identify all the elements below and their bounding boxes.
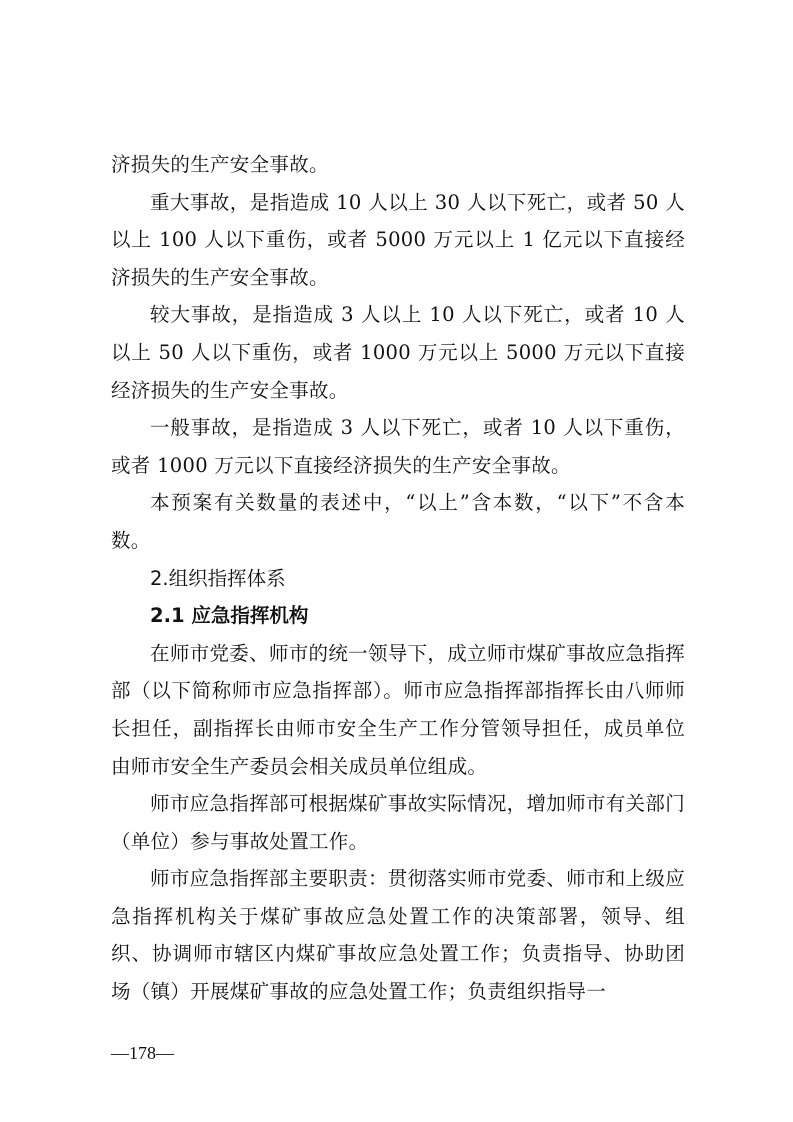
paragraph-command-establishment: 在师市党委、师市的统一领导下，成立师市煤矿事故应急指挥部（以下简称师市应急指挥部）。师市应急指挥部指挥长由八师师长担任，副指挥长由师市安全生产工作分管领导担任，成员单位由师市安全生产委员会相关成员单位组成。 xyxy=(111,641,685,778)
subsection-heading: 2.1 应急指挥机构 xyxy=(150,604,309,628)
page-number: —178— xyxy=(111,1043,174,1063)
section-heading: 2.组织指挥体系 xyxy=(150,566,286,590)
paragraph-continuation: 济损失的生产安全事故。 xyxy=(111,153,329,176)
body-text xyxy=(111,146,685,1011)
paragraph-main-duties: 师市应急指挥部主要职责：贯彻落实师市党委、师市和上级应急指挥机构关于煤矿事故应急处置工作的决策部署，领导、组织、协调师市辖区内煤矿事故应急处置工作；负责指导、协助团场（镇）开展煤矿事故的应急处置工作；负责组织指导一 xyxy=(111,867,685,1004)
paragraph-major-accident: 重大事故，是指造成 10 人以上 30 人以下死亡，或者 50 人以上 100 人以下重伤，或者 5000 万元以上 1 亿元以下直接经济损失的生产安全事故。 xyxy=(111,190,685,289)
paragraph-general-accident: 一般事故，是指造成 3 人以下死亡，或者 10 人以下重伤，或者 1000 万元以下直接经济损失的生产安全事故。 xyxy=(111,416,685,477)
paragraph-larger-accident: 较大事故，是指造成 3 人以上 10 人以下死亡，或者 10 人以上 50 人以下重伤，或者 1000 万元以上 5000 万元以下直接经济损失的生产安全事故。 xyxy=(111,303,685,402)
paragraph-additional-departments: 师市应急指挥部可根据煤矿事故实际情况，增加师市有关部门（单位）参与事故处置工作。 xyxy=(111,792,685,853)
paragraph-quantity-note: 本预案有关数量的表述中，“以上”含本数，“以下”不含本数。 xyxy=(111,491,685,552)
